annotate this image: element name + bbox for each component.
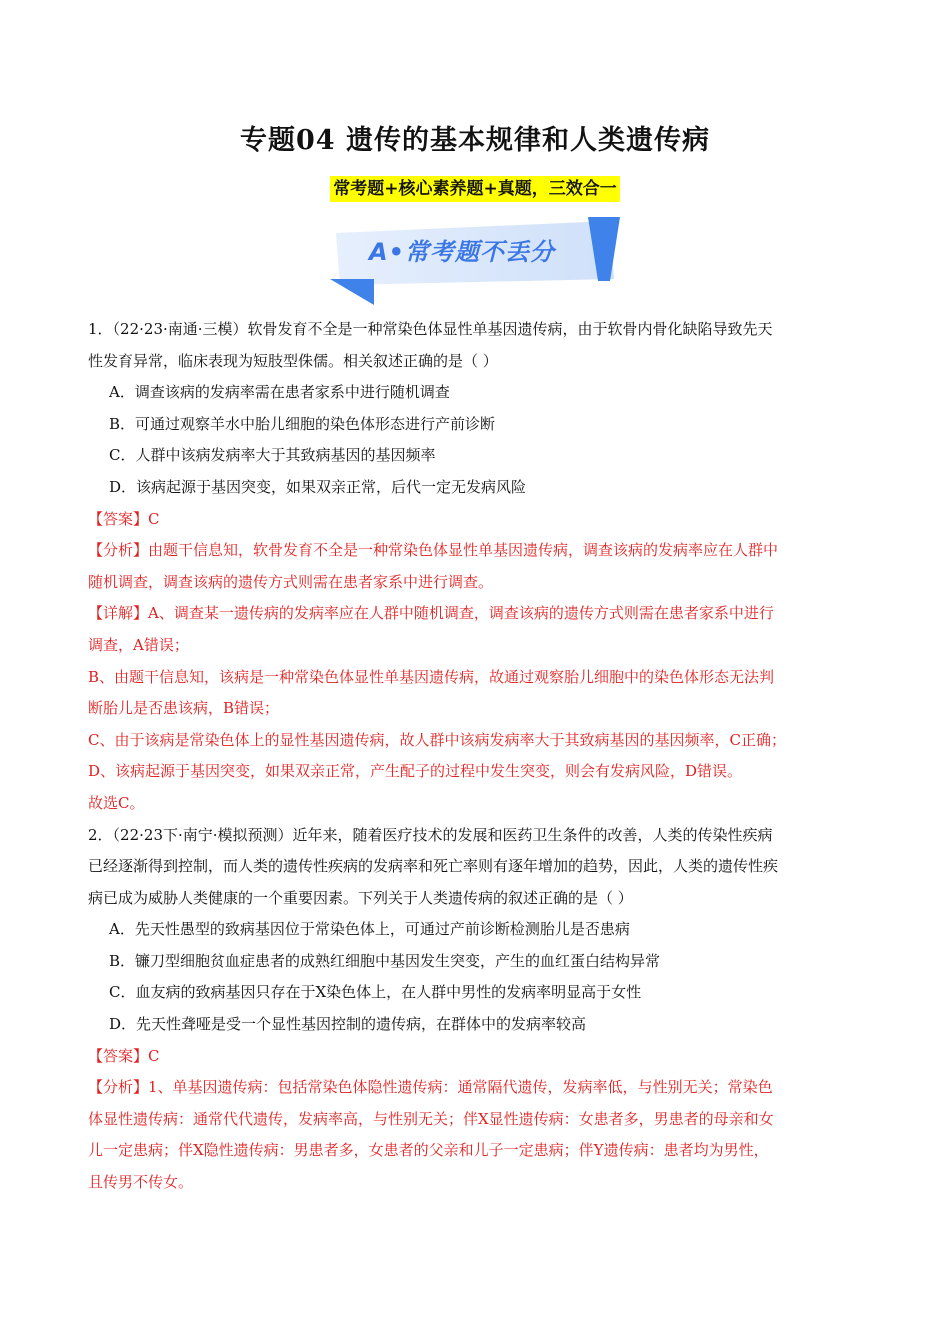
analysis-tag: 【分析】: [88, 541, 149, 560]
option-c: C．人群中该病发病率大于其致病基因的基因频率: [109, 446, 436, 465]
analysis-line: 【分析】由题干信息知，软骨发育不全是一种常染色体显性单基因遗传病，调查该病的发病率应在人群中: [88, 541, 779, 560]
question-stem: 2．（22·23下·南宁·模拟预测）近年来，随着医疗技术的发展和医药卫生条件的改善，人类的传染性疾病: [88, 825, 773, 844]
detail-line: D、该病起源于基因突变，如果双亲正常，产生配子的过程中发生突变，则会有发病风险，D错误。: [88, 762, 743, 781]
answer-tag: 【答案】: [88, 1046, 149, 1065]
analysis-line: 儿一定患病；伴X隐性遗传病：男患者多，女患者的父亲和儿子一定患病；伴Y遗传病：患者均为男性，: [88, 1141, 769, 1160]
page-title: 专题04 遗传的基本规律和人类遗传病: [240, 125, 710, 156]
answer-value: C: [148, 509, 160, 528]
detail-tag: 【详解】: [88, 604, 149, 623]
answer-tag: 【答案】: [88, 509, 149, 528]
detail-line: 故选C。: [88, 793, 145, 812]
subtitle-highlight: 常考题+核心素养题+真题，三效合一: [330, 176, 620, 202]
question-list: [88, 314, 860, 1199]
option-c: C．血友病的致病基因只存在于X染色体上，在人群中男性的发病率明显高于女性: [109, 983, 642, 1002]
option-a: A．调查该病的发病率需在患者家系中进行随机调查: [109, 383, 450, 402]
question-stem: 1．（22·23·南通·三模）软骨发育不全是一种常染色体显性单基因遗传病，由于软骨内骨化缺陷导致先天: [88, 320, 773, 338]
detail-line: B、由题干信息知，该病是一种常染色体显性单基因遗传病，故通过观察胎儿细胞中的染色体形态无法判: [88, 667, 775, 686]
question-stem: 病已成为威胁人类健康的一个重要因素。下列关于人类遗传病的叙述正确的是（ ）: [88, 888, 633, 907]
option-a: A．先天性愚型的致病基因位于常染色体上，可通过产前诊断检测胎儿是否患病: [109, 920, 630, 939]
answer-line: [88, 1041, 860, 1073]
option-d: D．先天性聋哑是受一个显性基因控制的遗传病，在群体中的发病率较高: [109, 1015, 587, 1034]
detail-line: 【详解】A、调查某一遗传病的发病率应在人群中随机调查，调查该病的遗传方式则需在患者家系中进行: [88, 604, 774, 623]
detail-line: C、由于该病是常染色体上的显性基因遗传病，故人群中该病发病率大于其致病基因的基因频率，C正确；: [88, 730, 786, 749]
analysis-line: 随机调查，调查该病的遗传方式则需在患者家系中进行调查。: [88, 572, 494, 591]
question-1: [88, 314, 860, 820]
question-2: [88, 820, 860, 1199]
answer-line: [88, 504, 860, 536]
option-b: B．镰刀型细胞贫血症患者的成熟红细胞中基因发生突变，产生的血红蛋白结构异常: [109, 951, 661, 970]
analysis-line: 体显性遗传病：通常代代遗传，发病率高，与性别无关；伴X显性遗传病：女患者多，男患者的母亲和女: [88, 1109, 774, 1128]
section-banner-label: A•常考题不丢分: [369, 238, 555, 266]
option-d: D．该病起源于基因突变，如果双亲正常，后代一定无发病风险: [109, 477, 527, 496]
question-stem: 已经逐渐得到控制，而人类的遗传性疾病的发病率和死亡率则有逐年增加的趋势，因此，人类的遗传性疾: [88, 857, 779, 876]
question-stem: 性发育异常，临床表现为短肢型侏儒。相关叙述正确的是（ ）: [88, 351, 498, 370]
detail-line: 调查，A错误；: [88, 635, 189, 654]
analysis-tag: 【分析】: [88, 1078, 149, 1097]
analysis-line: 【分析】1、单基因遗传病：包括常染色体隐性遗传病：通常隔代遗传，发病率低，与性别无关；常染色: [88, 1078, 773, 1097]
detail-line: 断胎儿是否患该病，B错误；: [88, 699, 280, 718]
analysis-line: 且传男不传女。: [88, 1173, 194, 1192]
answer-value: C: [148, 1046, 160, 1065]
option-b: B．可通过观察羊水中胎儿细胞的染色体形态进行产前诊断: [109, 414, 496, 433]
